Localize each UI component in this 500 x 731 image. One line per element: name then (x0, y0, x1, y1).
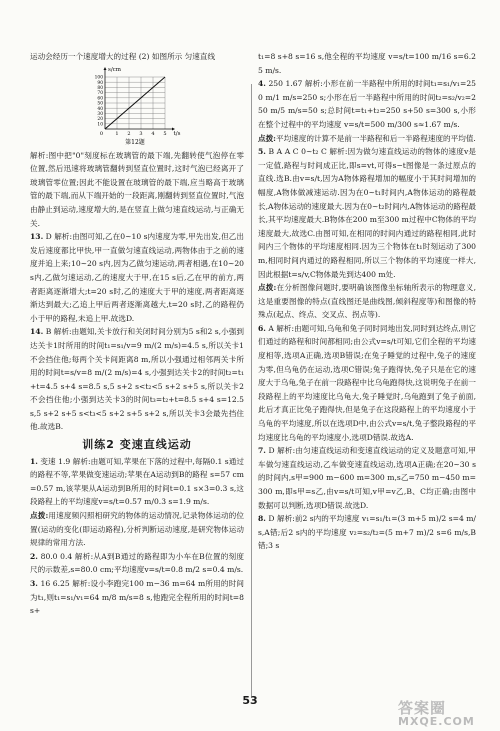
y-tick-label: 20 (97, 116, 103, 122)
question-13 (30, 230, 244, 325)
figure-12 (30, 65, 244, 147)
page-number: 53 (242, 694, 258, 707)
y-axis-arrow (104, 67, 107, 70)
x-tick-label: 2 (127, 130, 131, 137)
note-5-text: 在分析图像问题时,要明确该图像坐标轴所表示的物理意义,这是重要图像的特点(直线图还是曲线图,倾斜程度等)和图像的特殊点(起点、终点、交叉点、拐点等). (258, 283, 476, 320)
y-tick-label: 90 (97, 80, 103, 86)
watermark-logo (398, 700, 494, 728)
y-axis-label: s/cm (108, 66, 121, 73)
left-paragraph-1: 运动会经历一个速度增大的过程 (2) 如图所示 匀速直线 (30, 52, 216, 61)
question-3-continued: t₁=8 s+8 s=16 s,他全程的平均速度 v=s/t=100 m/16 s=6.25 m/s. (258, 52, 476, 75)
right-column (258, 50, 476, 553)
note-1-text: 用速度频闪照相研究的物体的运动情况,记录物体运动的位置(运动的变化(即运动路程),分析判断运动速度,是研究物体运动规律的常用方法. (30, 511, 244, 548)
y-tick-label: 50 (97, 101, 103, 107)
question-14-number: 14. (30, 327, 44, 337)
question-5-number: 5. (258, 147, 266, 157)
note-1-label: 点拨: (30, 511, 49, 521)
question-5-text: B A A C 0~t₂ C 解析:因为做匀速直线运动的物体的速度v是一定值,路程与时间成正比,即s=vt,可得s−t图像是一条过原点的直线.选B.由v=s/t,因为A物体路程增加的幅度小于其时间增加的幅度,A物体做减速运动.因为在0~t₁时间内,A物体运动的路程最长,A物体运动的速度最大.因为在0~t₂时间内,A物体运动的路程最长,其平均速度最大.B物体在200 m至300 m过程中C物体的平均速度最大,故选C.由图可知,在相同的时间内通过的路程相同,此时间内三个物体的平均速度相同.因为三个物体在t₁时刻运动了300 m,相同时间内通过的路程相同,所以三个物体的平均速度一样大,因此根据t=s/v,C物体最先到达400 m处. (258, 147, 476, 279)
x-tick-label: 1 (115, 130, 119, 137)
question-8-text: D 解析:前2 s内的平均速度 v₁=s₁/t₁=(3 m+5 m)/2 s=4 m/s,A错;后2 s内的平均速度 v₂=s₂/t₂=(5 m+7 m)/2 s=6 m/s,B错;3 s (258, 514, 476, 551)
note-5 (258, 281, 476, 322)
question-2 (30, 550, 244, 577)
question-3 (30, 577, 244, 618)
y-tick-label: 60 (97, 95, 103, 101)
y-tick-label: 100 (94, 75, 103, 81)
question-1-text: 变速 1.9 解析:由题可知,苹果在下落的过程中,每隔0.1 s通过的路程不等,苹果做变速运动;苹果在A运动到B的路程 s=57 cm=0.57 m,该苹果从A运动到B所用的时间t=0.1 s×3=0.3 s,这段路程上的平均速度v=s/t=0.57 m/0.3 s=1.9 m/s. (30, 456, 244, 507)
note-5-label: 点拨: (258, 283, 277, 293)
question-5 (258, 145, 476, 281)
question-4-text: 250 1.67 解析:小形在前一半路程中所用的时间t₁=s₁/v₁=250 m/1 m/s=250 s;小形在后一半路程中所用的时间t₂=s₂/v₂=250 m/5 m/s=50 s;总时间t=t₁+t₂=250 s+50 s=300 s,小形在整个过程中的平均速度 v=s/t=500 m/300 s≈1.67 m/s. (258, 79, 476, 129)
watermark-bottom: MXQE.COM (398, 715, 475, 728)
question-4-number: 4. (258, 79, 266, 89)
watermark-top: 答案圈 (398, 699, 447, 717)
y-tick-label: 30 (97, 111, 103, 117)
column-divider (251, 84, 252, 696)
note-1 (30, 509, 244, 550)
question-4 (258, 77, 476, 131)
figure-caption: 第12题 (125, 138, 145, 146)
question-1 (30, 455, 244, 509)
note-4-text: 平均速度的计算不是前一半路程和后一半路程速度的平均值. (276, 133, 476, 143)
question-14 (30, 325, 244, 434)
question-13-text: D 解析:由图可知,乙在0~10 s内速度为零,甲先出发,但乙出发后速度都比甲快,甲一直做匀速直线运动,两物体由于之前的速度并追上来;10~20 s内,因为乙做匀速运动,两者相遇,在10~20 s内,乙做匀速运动,乙的速度大于甲,在15 s后,乙在甲的前方,两者距离逐渐增大;t=20 s时,乙的速度大于甲的速度,两者距离逐渐达到最大;乙追上甲后两者逐渐离越大,t=20 s时,乙的路程仍小于甲的路程,未追上甲.故选D. (30, 232, 244, 323)
left-column (30, 50, 244, 618)
question-3-text: 16 6.25 解析:设小李跑完100 m−36 m=64 m所用的时间为t₁,则t₁=s₁/v₁=64 m/8 m/s=8 s,他跑完全程所用的时间t=8 s+ (30, 579, 244, 616)
y-tick-label: 80 (97, 85, 103, 91)
section-title: 训练2 变速直线运动 (82, 438, 192, 452)
left-analysis-12: 解析:图中把"0"刻度标在玻璃管的最下端,先翻转使气泡停在零位置,然后迅速将玻璃管翻转到竖直位置时,这时气泡已经离开了玻璃管零位置;因此不能设置在玻璃管的最下端,应当略高于玻璃管的最下端,而从下端开始的一段距离,刚翻转到竖直位置时,气泡由静止到运动,速度增大的,是在竖直上做匀速直线运动,与正确无关. (30, 150, 244, 228)
y-tick-label: 10 (97, 121, 103, 127)
question-7 (258, 444, 476, 512)
question-1-number: 1. (30, 456, 38, 466)
question-6 (258, 322, 476, 444)
note-4 (258, 132, 476, 146)
question-6-number: 6. (258, 323, 266, 333)
s-t-line-chart (87, 65, 187, 147)
x-tick-label: 3 (139, 130, 143, 137)
question-6-text: A 解析:由题可知,乌龟和兔子同时同地出发,同时到达终点,则它们通过的路程和时间都相同;由公式v=s/t可知,它们全程的平均速度相等,选项A正确,选项B错误;在兔子睡觉的过程中,兔子的速度为零,但乌龟仍在运动,选项C错误;兔子跑得快,兔子只是在它的速度大于乌龟,兔子在前一段路程中比乌龟跑得快,这说明兔子在前一段路程上的平均速度比乌龟大,兔子睡觉时,乌龟跑到了兔子前面,此后才真正比兔子跑得快,但是兔子在这段路程上的平均速度小于乌龟的平均速度,所以在选项D中,由公式v=s/t,兔子整段路程的平均速度比乌龟的平均速度小,选项D错误.故选A. (258, 323, 476, 442)
question-8-number: 8. (258, 514, 266, 524)
question-7-number: 7. (258, 446, 266, 456)
question-3-number: 3. (30, 579, 38, 588)
y-tick-label: 40 (97, 106, 103, 112)
question-14-text: B 解析:由题知,关卡放行和关闭时间分别为5 s和2 s,小强到达关卡1时所用的时间t₁=s₁/v=9 m/(2 m/s)=4.5 s,所以关卡1不会挡住他;每两个关卡间距离8 m,所以小强通过相邻两关卡所用的时间t=s/v=8 m/(2 m/s)=4 s,小强到达关卡2的时间t₂=t₁+t=4.5 s+4 s=8.5 s,5 s+2 s<t₂<5 s+2 s+5 s,所以关卡2不会挡住他;小强到达关卡3的时间t₃=t₂+t=8.5 s+4 s=12.5 s,5 s+2 s+5 s<t₃<5 s+2 s+5 s+2 s,所以关卡3会最先挡住他.故选B. (30, 327, 244, 432)
question-2-number: 2. (30, 551, 38, 561)
x-tick-label: 4 (151, 130, 155, 137)
origin-label: 0 (99, 130, 103, 137)
note-4-label: 点拨: (258, 133, 276, 143)
question-2-text: 80.0 0.4 解析:从A到B通过的路程即为小车在B位置的刻度尺的示数差,s=80.0 cm;平均速度v=s/t=0.8 m/2 s=0.4 m/s. (30, 551, 244, 575)
y-tick-label: 70 (97, 90, 103, 96)
question-8 (258, 512, 476, 553)
question-7-text: D 解析:由匀速直线运动和变速直线运动的定义及题意可知,甲车做匀速直线运动,乙车做变速直线运动,选项A正确;在20~30 s的时间内,s甲=900 m−600 m=300 m,s乙=750 m−450 m=300 m,即s甲=s乙,由v=s/t可知,v甲=v乙,B、C均正确;由图中数据可以判断,选项D错误.故选D. (258, 446, 476, 510)
question-13-number: 13. (30, 232, 44, 242)
x-tick-label: 5 (163, 130, 167, 137)
x-axis-label: t/s (173, 130, 181, 137)
